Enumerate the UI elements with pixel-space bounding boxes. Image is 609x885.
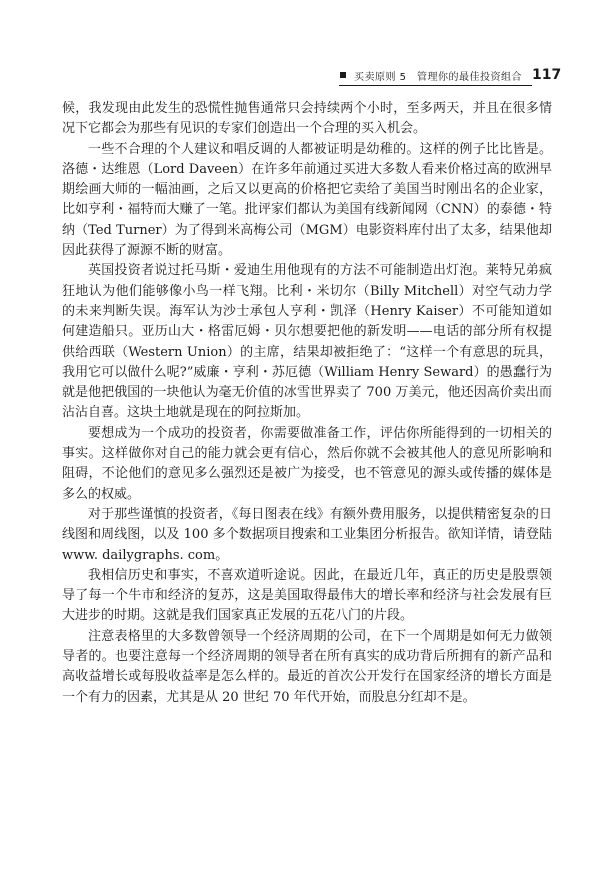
paragraph-continued: 候，我发现由此发生的恐慌性抛售通常只会持续两个小时，至多两天，并且在很多情况下它都会为那些有见识的专家们创造出一个合理的买入机会。 [62,101,552,137]
running-header [340,66,561,84]
header-bullet-mark [340,72,346,78]
header-rule [339,85,532,86]
paragraph: 英国投资者说过托马斯・爱迪生用他现有的方法不可能制造出灯泡。莱特兄弟疯狂地认为他们能够像小鸟一样飞翔。比利・米切尔（Billy Mitchell）对空气动力学的未来判断失误。海军认为沙士承包人亨利・凯泽（Henry Kaiser）不可能知道如何建造船只。亚历山大・格雷厄姆・贝尔想要把他的新发明——电话的部分所有权提供给西联（Western Union）的主席，结果却被拒绝了：“这样一个有意思的玩具，我用它可以做什么呢?”威廉・亨利・苏厄德（William Henry Seward）的愚蠢行为就是他把俄国的一块他认为毫无价值的冰雪世界卖了 700 万美元，他还因高价卖出而沾沾自喜。这块土地就是现在的阿拉斯加。 [62,263,552,421]
paragraph: 我相信历史和事实，不喜欢道听途说。因此，在最近几年，真正的历史是股票领导了每一个牛市和经济的复苏，这是美国取得最伟大的增长率和经济与社会发展有巨大进步的时期。这就是我们国家真正发展的五花八门的片段。 [62,567,552,624]
body-text [62,99,552,708]
page-number: 117 [532,67,562,83]
paragraph: 一些不合理的个人建议和唱反调的人都被证明是幼稚的。这样的例子比比皆是。洛德・达维恩（Lord Daveen）在许多年前通过买进大多数人看来价格过高的欧洲早期绘画大师的一幅油画，之后又以更高的价格把它卖给了美国当时刚出名的企业家，比如亨利・福特而大赚了一笔。批评家们都认为美国有线新闻网（CNN）的泰德・特纳（Ted Turner）为了得到米高梅公司（MGM）电影资料库付出了太多，结果他却因此获得了源源不断的财富。 [62,141,552,259]
running-header-title: 买卖原则 5 管理你的最佳投资组合 [354,71,523,83]
paragraph: 注意表格里的大多数曾领导一个经济周期的公司，在下一个周期是如何无力做领导者的。也要注意每一个经济周期的领导者在所有真实的成功背后所拥有的新产品和高收益增长或每股收益率是怎么样的。最近的首次公开发行在国家经济的增长方面是一个有力的因素，尤其是从 20 世纪 70 年代开始，而股息分红却不是。 [62,628,552,705]
paragraph: 对于那些谨慎的投资者，《每日图表在线》有额外费用服务，以提供精密复杂的日线图和周线图，以及 100 多个数据项目搜索和工业集团分析报告。欲知详情，请登陆 www. dailygraphs. com。 [62,506,552,563]
paragraph: 要想成为一个成功的投资者，你需要做准备工作，评估你所能得到的一切相关的事实。这样做你对自己的能力就会更有信心，然后你就不会被其他人的意见所影响和阻碍，不论他们的意见多么强烈还是被广为接受，也不管意见的源头或传播的媒体是多么的权威。 [62,425,552,502]
